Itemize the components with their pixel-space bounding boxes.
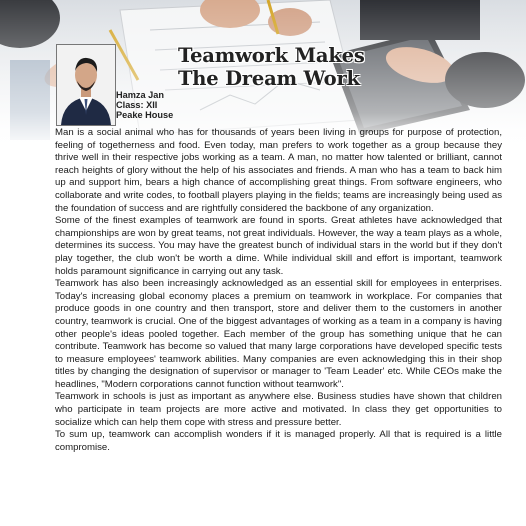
paragraph: Man is a social animal who has for thousands of years been living in groups for purpose of protection, feeling of togetherness and food. Even today, man prefers to work together as a group because they thrive well in their respective jobs working as a team. A man, no matter how talented or brilliant, cannot reach heights of glory without the help of his associates and friends. A man who has a team to back him up and support him, bears a high chance of accomplishing great things. From software engineers, who collaborate and write codes, to football players playing in the fields; teams are increasingly being used as the foundation of success and are rightfully considered the backbone of any organization. [55, 127, 502, 214]
title-line-2: The Dream Work [178, 67, 360, 90]
article-title [178, 44, 365, 90]
author-byline [116, 90, 173, 120]
article-body [55, 127, 502, 454]
title-line-1: Teamwork Makes [178, 44, 365, 67]
author-house: Peake House [116, 110, 174, 120]
paragraph: Teamwork in schools is just as important as anywhere else. Business studies have shown that children who participate in team projects are more active and motivated. In class they get opportunities to socialize which can help them cope with stress and pressure better. [55, 391, 502, 428]
paragraph: To sum up, teamwork can accomplish wonders if it is managed properly. All that is required is a little compromise. [55, 429, 502, 453]
paragraph: Some of the finest examples of teamwork are found in sports. Great athletes have acknowledged that championships are won by great teams, not great individuals. However, the way a team plays as a whole, determines its success. You may have the greatest bunch of individual stars in the world but if they don't play together, the club won't be worth a dime. While individual skill and effort is important, teamwork holds paramount significance in carrying out any task. [55, 215, 502, 277]
author-class: Class: XII [116, 100, 158, 110]
author-portrait-icon [57, 45, 115, 125]
author-photo [56, 44, 116, 126]
author-name: Hamza Jan [116, 90, 165, 100]
paragraph: Teamwork has also been increasingly acknowledged as an essential skill for employees in enterprises. Today's increasing global economy places a premium on teamwork in workplace. For companies that produce goods in one country and then transport, store and deliver them to the customers in another country, teamwork is crucial. One of the biggest advantages of working as a team in a company is having other people's ideas pooled together. Each member of the group has something unique that he can contribute. Teamwork has become so valued that many large corporations have developed specific tests to measure employees' teamwork abilities. Many companies are even acknowledging this in their shop titles by changing the designation of supervisor or manager to 'Team Leader' etc. While CEOs make the headlines, "Modern corporations cannot function without teamwork". [55, 278, 502, 390]
